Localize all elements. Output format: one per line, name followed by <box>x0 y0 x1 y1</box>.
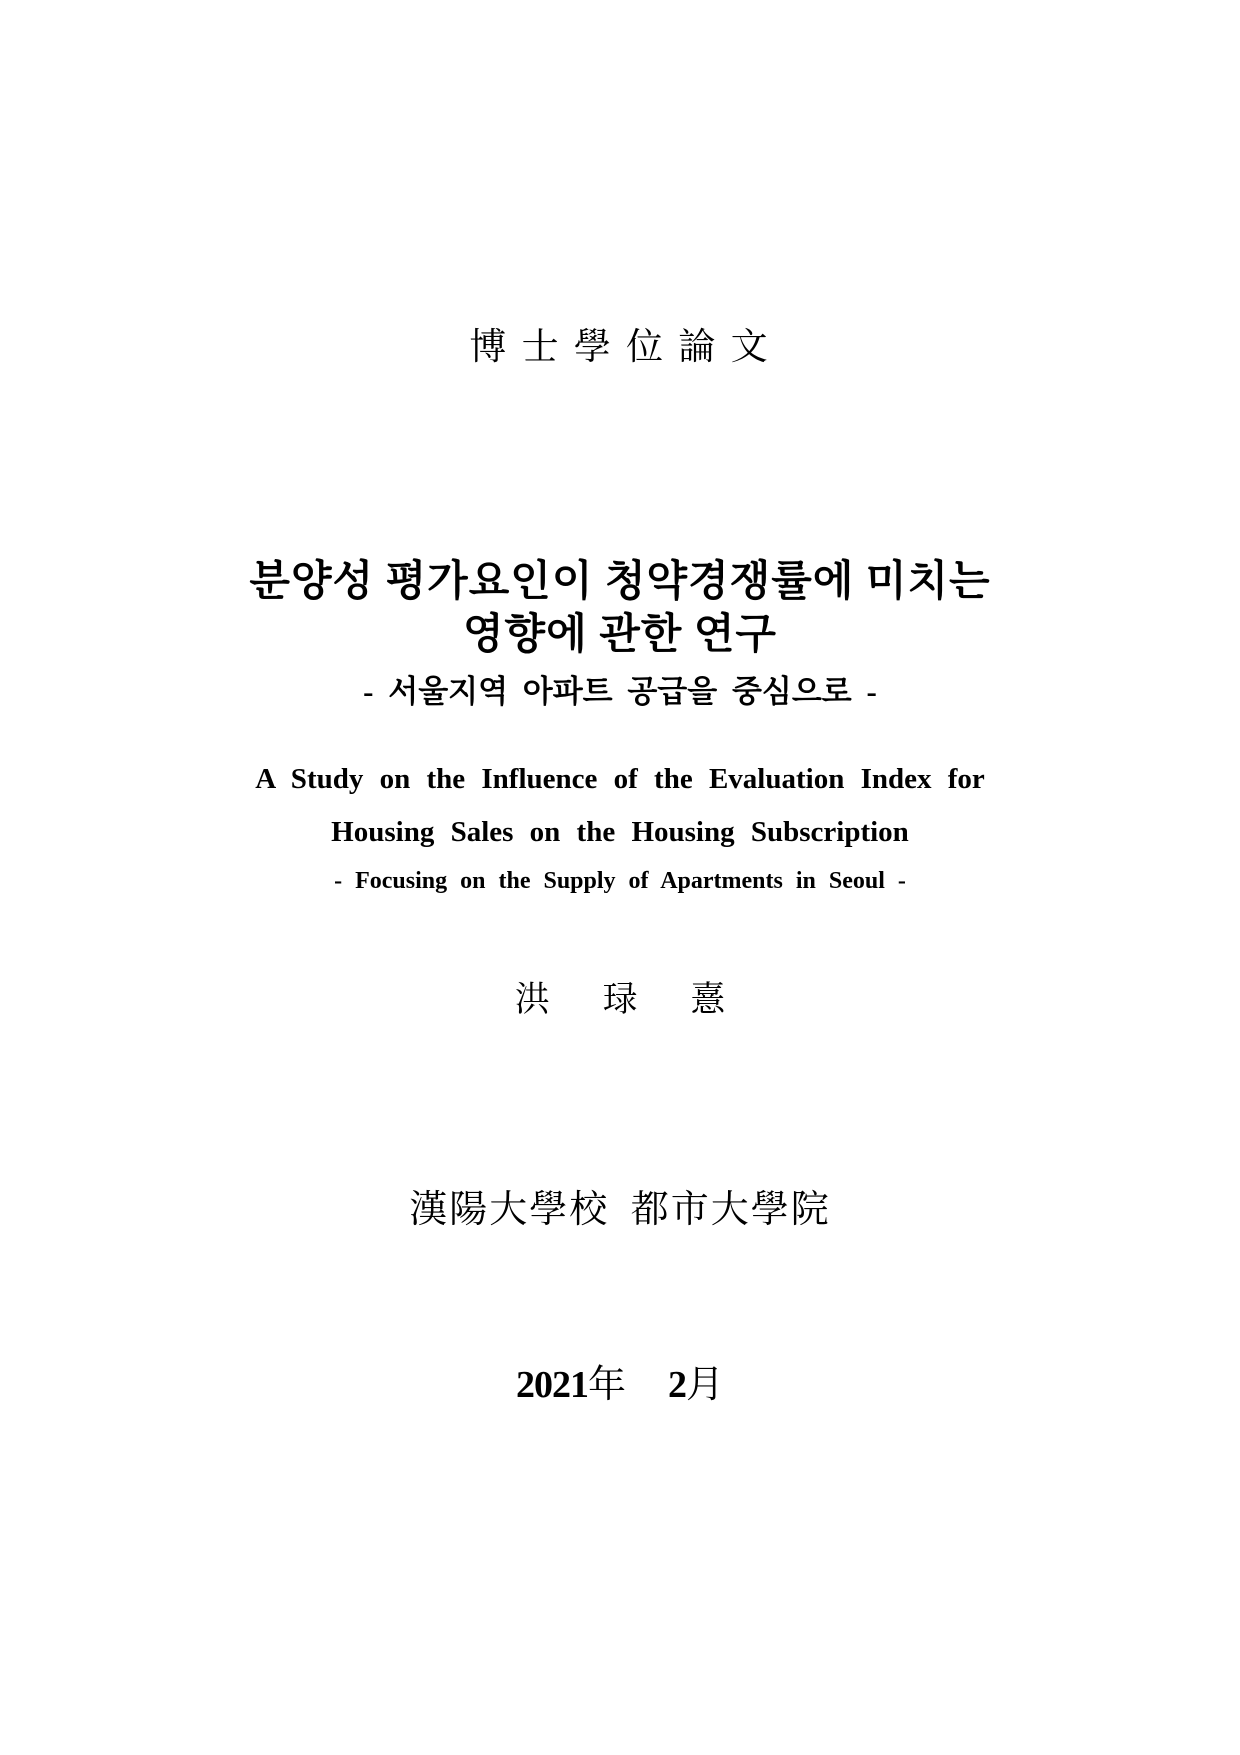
title-korean-line2: 영향에 관한 연구 <box>462 612 777 658</box>
institution-name: 漢陽大學校 都市大學院 <box>409 1189 831 1231</box>
title-korean <box>0 556 1240 662</box>
title-english-line2: Housing Sales on the Housing Subscription <box>331 816 909 848</box>
publication-year: 2021 <box>515 1364 588 1406</box>
publication-year-unit: 年 <box>587 1364 626 1406</box>
subtitle-korean: - 서울지역 아파트 공급을 중심으로 - <box>363 674 877 709</box>
title-korean-line1: 분양성 평가요인이 청약경쟁률에 미치는 <box>249 559 991 605</box>
publication-month: 2 <box>668 1364 686 1406</box>
publication-month-unit: 月 <box>686 1364 725 1406</box>
title-english-line1: A Study on the Influence of the Evaluation Index for <box>255 763 985 795</box>
document-type-label: 博 士 學 位 論 文 <box>469 327 771 368</box>
publication-date <box>0 1353 1240 1408</box>
author-name: 洪 琭 憙 <box>514 980 726 1019</box>
subtitle-english: - Focusing on the Supply of Apartments in Seoul - <box>334 868 906 894</box>
